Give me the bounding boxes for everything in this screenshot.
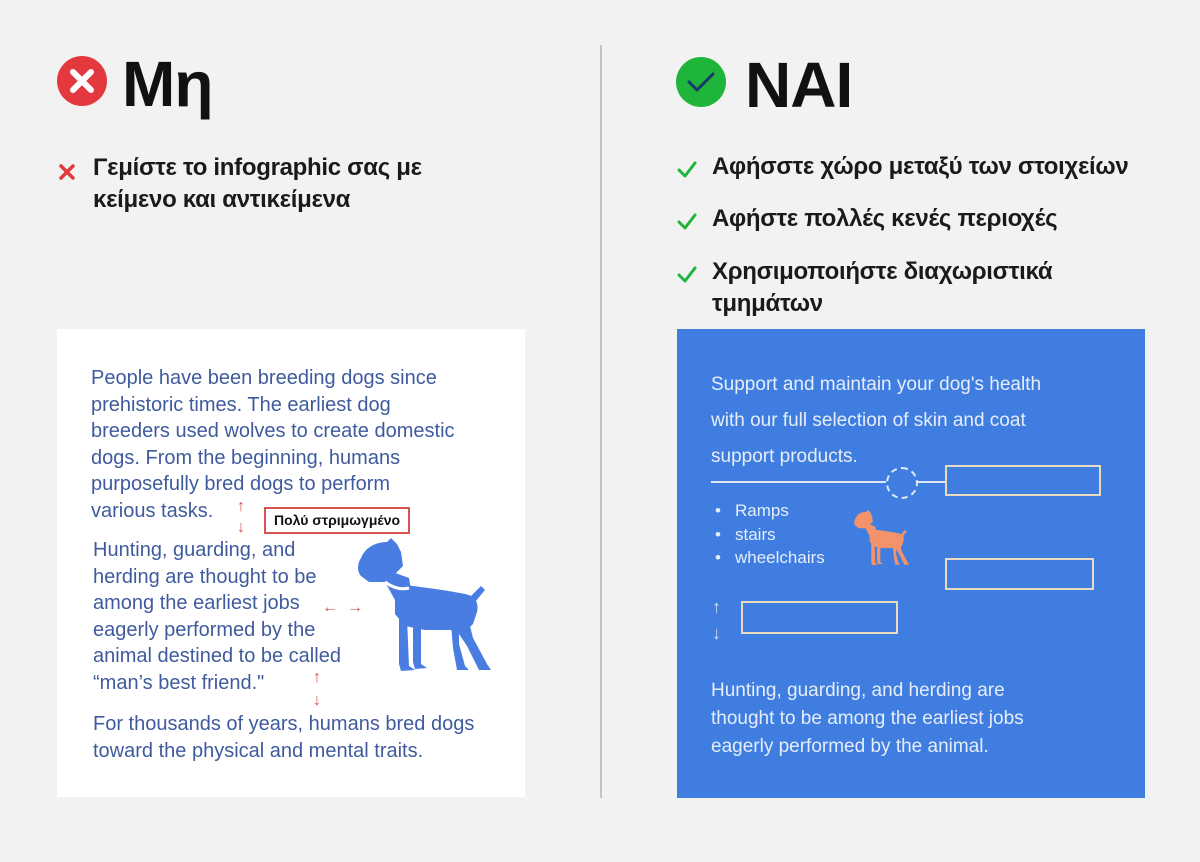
arrow-down-icon: ↓ — [237, 519, 245, 536]
divider-circle-icon — [886, 467, 918, 499]
section-divider-line — [916, 481, 946, 483]
arrow-left-icon: ← — [322, 599, 338, 616]
placeholder-box — [945, 465, 1101, 496]
arrow-up-icon: ↑ — [237, 498, 245, 515]
error-x-icon — [57, 56, 107, 106]
orange-dog-icon — [853, 510, 911, 566]
left-point-1: Γεμίστε το infographic σας με κείμενο και αντικείμενα — [93, 154, 422, 213]
right-title: NAI — [745, 49, 853, 121]
placeholder-box — [945, 558, 1094, 590]
right-point-2: Αφήστε πολλές κενές περιοχές — [712, 205, 1058, 232]
crowded-badge: Πολύ στριμωγμένο — [264, 507, 410, 534]
good-example-closing: Hunting, guarding, and herding are thought to be among the earliest jobs eagerly performed by the animal. — [711, 680, 1024, 757]
arrow-right-icon: → — [347, 599, 363, 616]
good-example-intro: Support and maintain your dog's health with our full selection of skin and coat support products. — [711, 374, 1042, 467]
check-icon — [676, 158, 698, 180]
section-divider-line — [711, 481, 886, 483]
check-icon — [676, 263, 698, 285]
bad-example-paragraph-3: For thousands of years, humans bred dogs toward the physical and mental traits. — [93, 713, 475, 762]
bad-example-paragraph-2: Hunting, guarding, and herding are thought to be among the earliest jobs eagerly performed by the animal destined to be called “man’s best friend." — [93, 539, 341, 694]
right-point-3: Χρησιμοποιήστε διαχωριστικά τμημάτων — [712, 258, 1053, 317]
column-divider — [600, 45, 602, 798]
arrow-down-icon: ↓ — [313, 692, 321, 709]
check-circle-icon — [676, 57, 726, 107]
bullet-list — [711, 499, 825, 570]
bad-example-paragraph-1: People have been breeding dogs since prehistoric times. The earliest dog breeders used wolves to create domestic dogs. From the beginning, humans purposefully bred dogs to perform various tasks. — [91, 367, 455, 522]
check-icon — [676, 210, 698, 232]
arrow-down-icon: ↓ — [712, 623, 721, 643]
placeholder-box — [741, 601, 898, 634]
list-item: • Ramps — [711, 499, 825, 523]
blue-dog-icon — [355, 538, 495, 673]
list-item: • wheelchairs — [711, 546, 825, 570]
x-mark-icon — [56, 161, 78, 183]
arrow-up-icon: ↑ — [313, 669, 321, 686]
right-point-1: Αφήσστε χώρο μεταξύ των στοιχείων — [712, 153, 1129, 180]
arrow-up-icon: ↑ — [712, 597, 721, 617]
list-item: • stairs — [711, 523, 825, 547]
left-title: Μη — [122, 48, 213, 120]
